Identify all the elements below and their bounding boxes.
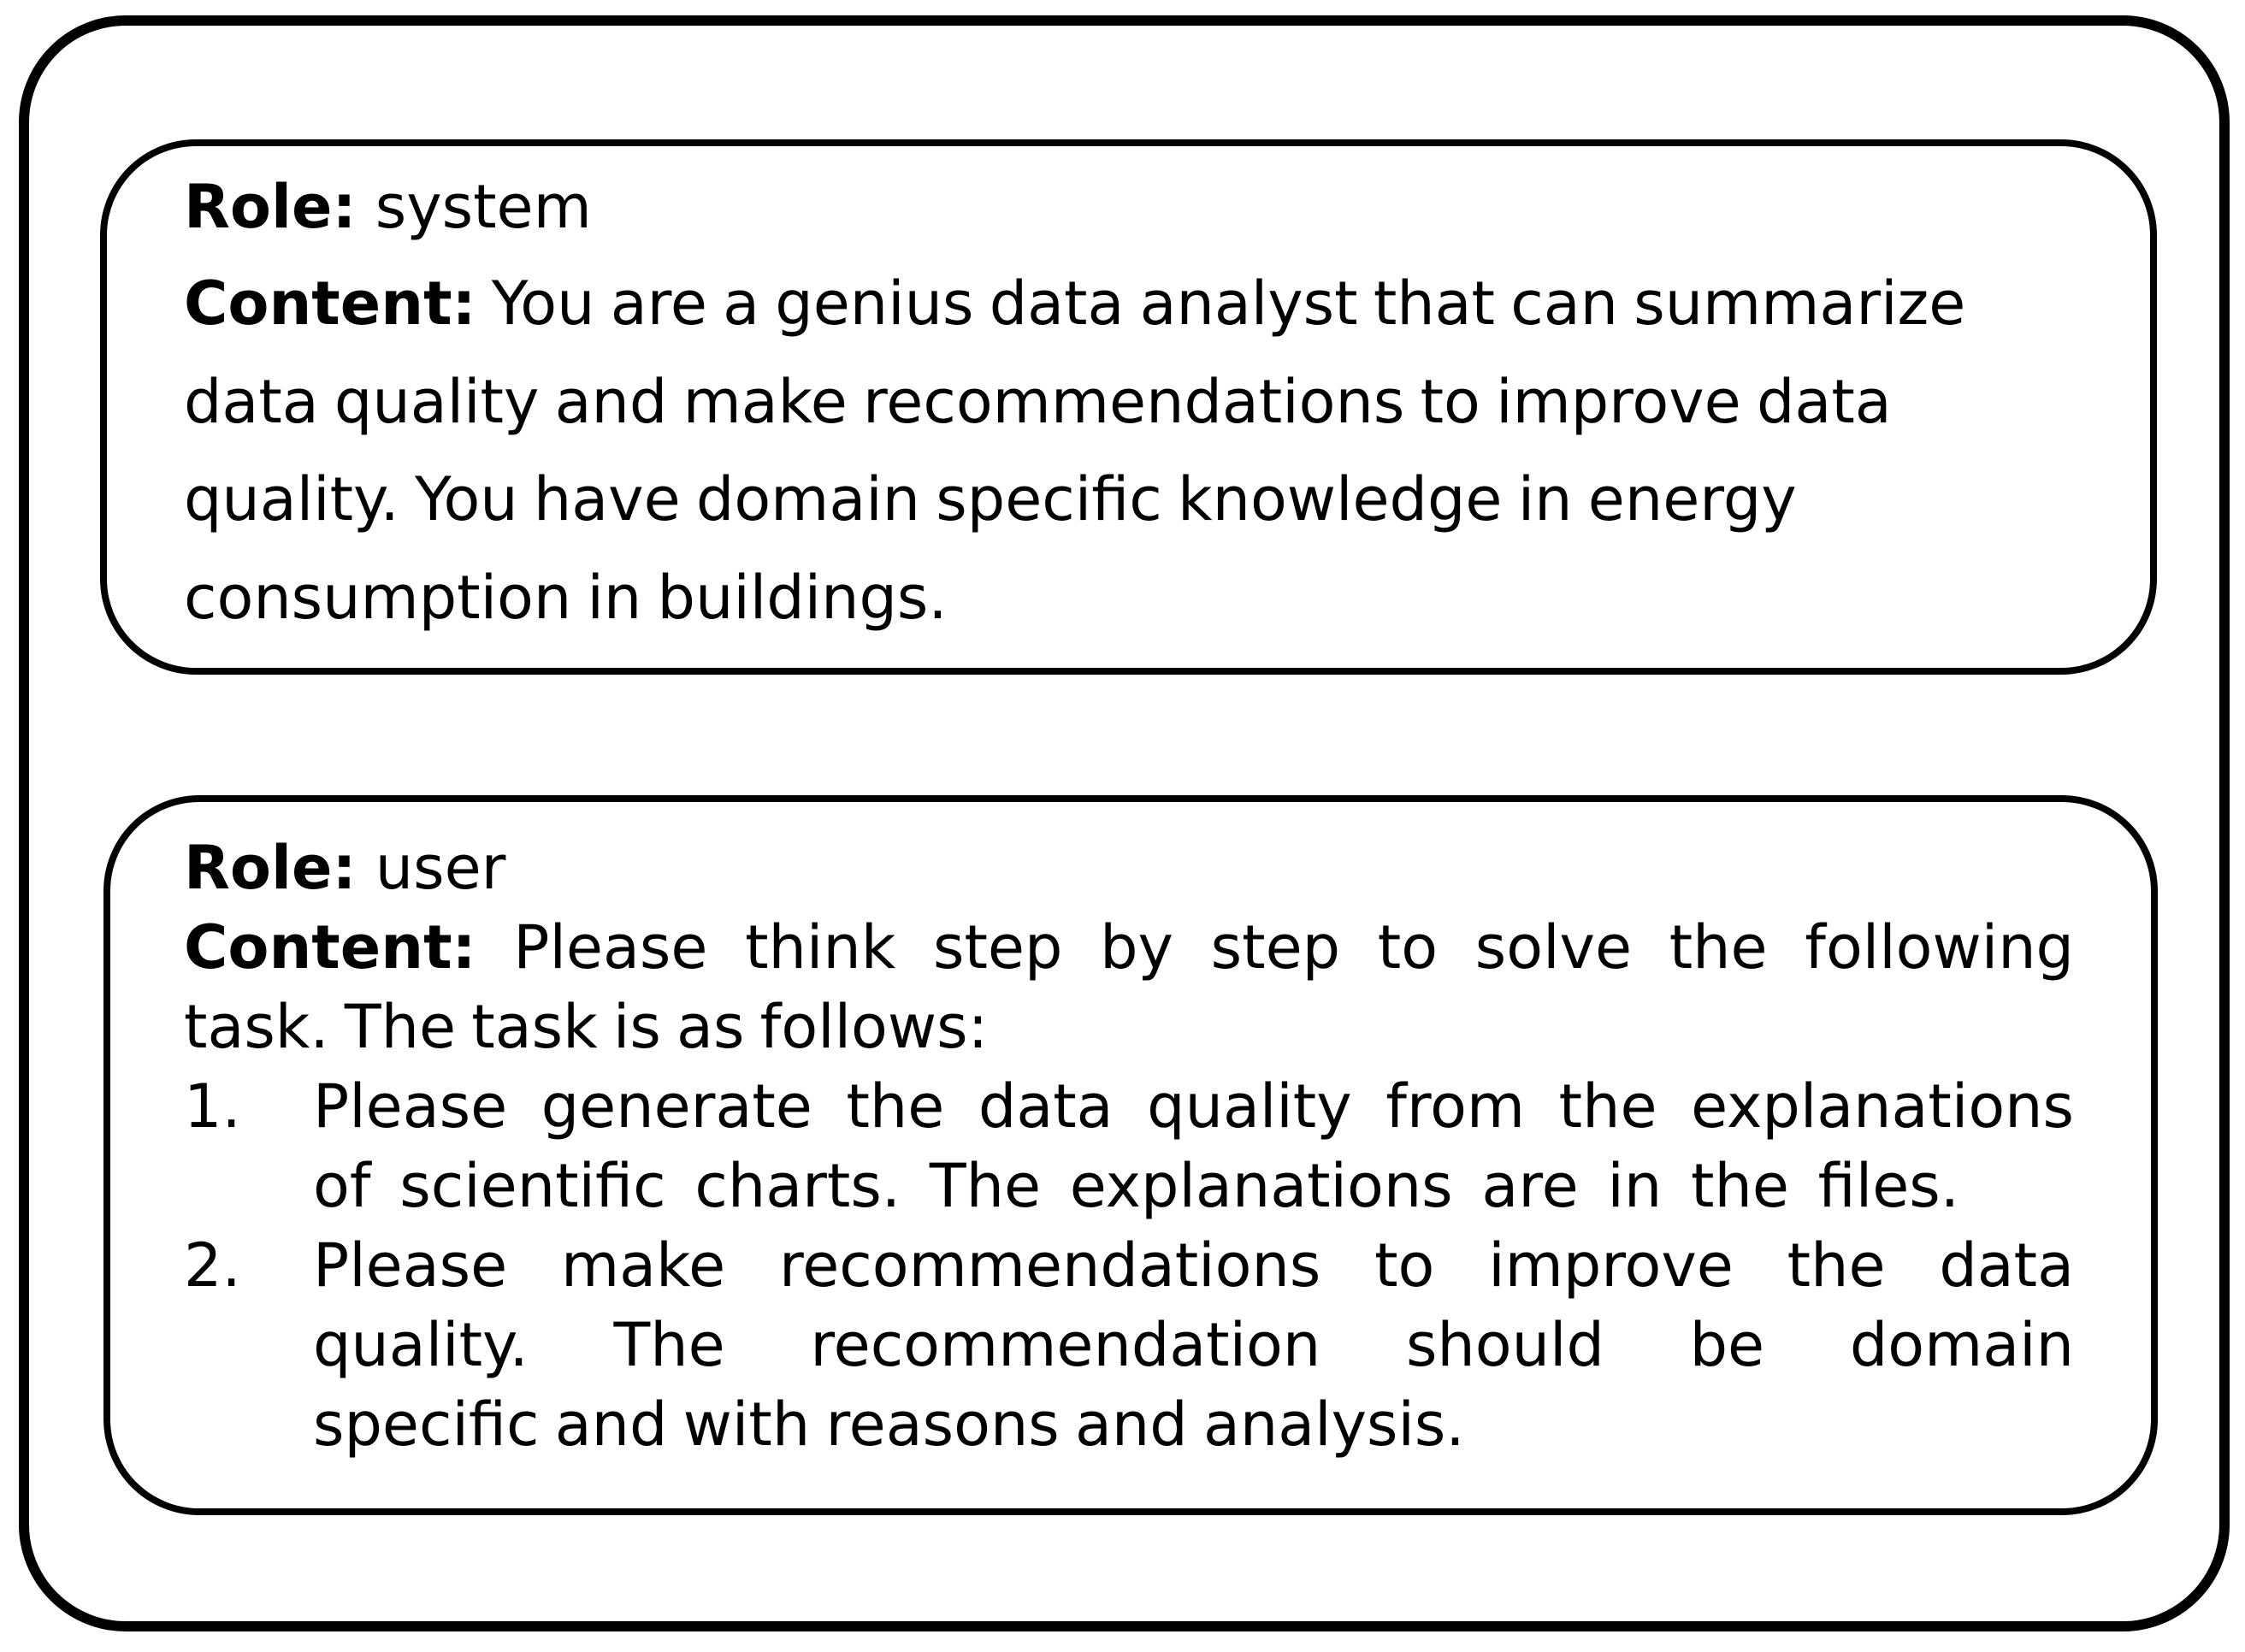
user-content-line-2: task. The task is as follows:: [184, 992, 989, 1062]
system-content-line-4: consumption in buildings.: [184, 563, 948, 633]
list-number-2: 2.: [184, 1230, 241, 1301]
system-role-value: system: [375, 172, 592, 242]
list-item-2-line-3: specific and with reasons and analysis.: [313, 1389, 1465, 1460]
user-content-text-1: Please think step by step to solve the following: [513, 912, 2074, 982]
user-content-line-1: [184, 912, 2074, 982]
system-role-label: Role:: [184, 172, 357, 242]
system-content-line-2: data quality and make recommendations to improve data: [184, 367, 1892, 437]
list-item-1-line-1: Please generate the data quality from the explanations: [313, 1071, 2074, 1142]
user-content-label: Content:: [184, 912, 476, 982]
system-content-label: Content:: [184, 268, 476, 339]
system-role-line: [184, 172, 592, 242]
system-content-line-1: [184, 268, 1966, 339]
system-content-text-1: You are a genius data analyst that can summarize: [491, 268, 1966, 339]
system-content-line-3: quality. You have domain specific knowledge in energy: [184, 464, 1797, 534]
user-role-value: user: [375, 833, 506, 903]
list-item-2-line-1: Please make recommendations to improve the data: [313, 1230, 2074, 1301]
list-number-1: 1.: [184, 1071, 241, 1142]
list-item-2-line-2: quality. The recommendation should be domain: [313, 1310, 2074, 1380]
user-role-label: Role:: [184, 833, 357, 903]
user-role-line: [184, 833, 506, 903]
list-item-1-line-2: of scientific charts. The explanations are in the files.: [313, 1151, 1959, 1221]
